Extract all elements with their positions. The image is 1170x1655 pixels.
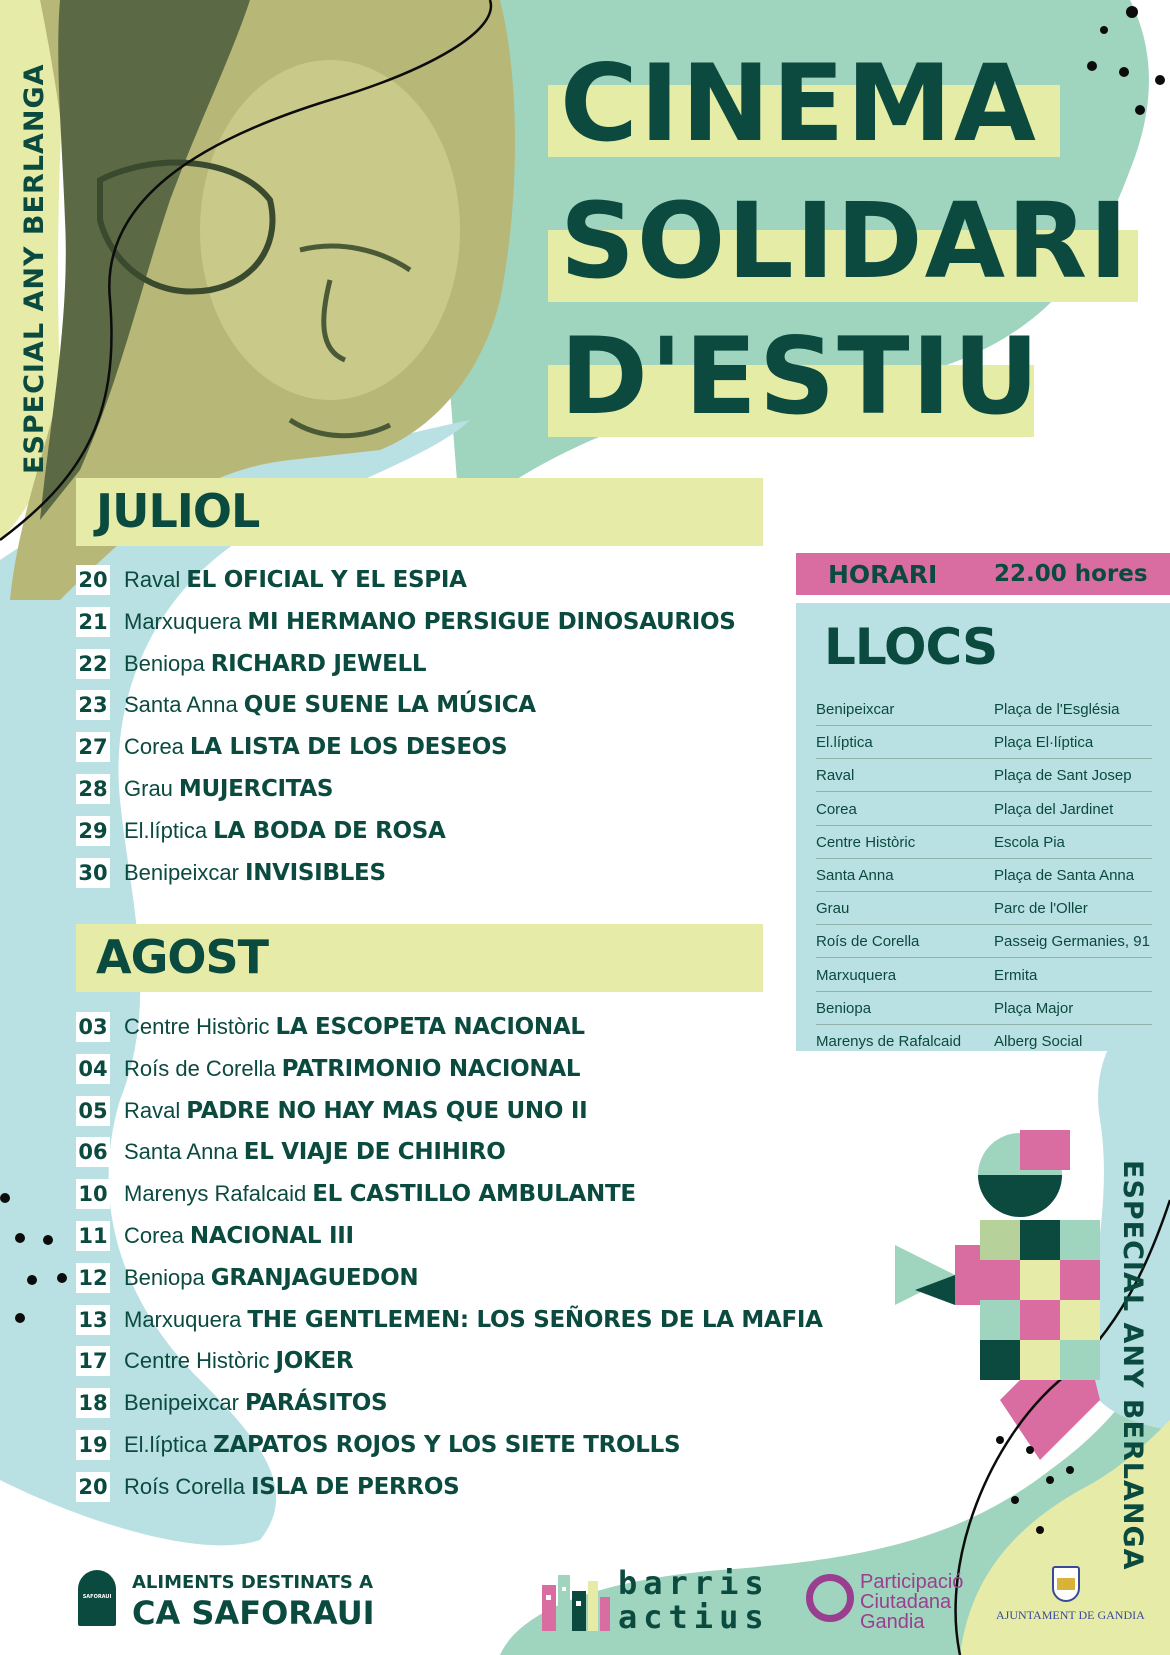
film-place: Benipeixcar: [124, 859, 239, 885]
saforaui-logo: [78, 1570, 116, 1626]
participacio-line-1: Participació: [860, 1571, 964, 1593]
film-day: 11: [76, 1221, 110, 1251]
schedule-label: HORARI: [828, 560, 938, 589]
film-row: [76, 1470, 459, 1504]
side-label-right: ESPECIAL ANY BERLANGA: [1117, 1160, 1148, 1571]
film-place: Corea: [124, 1223, 184, 1248]
venue-row: [816, 1025, 1152, 1057]
schedule-time: 22.00 hores: [994, 561, 1148, 587]
venue-place: Plaça del Jardinet: [994, 800, 1114, 818]
venue-neighborhood: Benipeixcar: [816, 701, 895, 718]
venue-row: [816, 793, 1152, 826]
film-row: [76, 647, 426, 681]
film-title: THE GENTLEMEN: LOS SEÑORES DE LA MAFIA: [247, 1306, 823, 1333]
film-day: 27: [76, 732, 110, 762]
film-title: QUE SUENE LA MÚSICA: [243, 692, 536, 719]
film-place: Marxuquera: [124, 608, 242, 634]
ajuntament-label: AJUNTAMENT DE GANDIA: [996, 1608, 1145, 1622]
venue-row: [816, 826, 1152, 859]
film-row: [76, 605, 736, 639]
film-row: [76, 1386, 387, 1420]
venue-neighborhood: Corea: [816, 800, 857, 818]
film-place: Benipeixcar: [124, 1390, 239, 1416]
venue-place: Escola Pia: [994, 833, 1065, 851]
venue-row: [816, 892, 1152, 925]
film-title: INVISIBLES: [244, 859, 386, 886]
film-title: PADRE NO HAY MAS QUE UNO II: [186, 1097, 588, 1124]
venue-row: [816, 759, 1152, 792]
film-day: 03: [76, 1012, 110, 1042]
film-row: [76, 1344, 353, 1378]
film-place: Marxuquera: [124, 1306, 242, 1332]
film-row: [76, 563, 467, 597]
film-title: EL VIAJE DE CHIHIRO: [243, 1139, 506, 1166]
film-title: RICHARD JEWELL: [210, 650, 427, 677]
food-line-2: CA SAFORAUI: [132, 1594, 375, 1632]
film-place: Roís de Corella: [124, 1055, 276, 1081]
film-title: LA LISTA DE LOS DESEOS: [189, 734, 508, 761]
film-title: LA BODA DE ROSA: [213, 817, 446, 844]
film-title: EL OFICIAL Y EL ESPIA: [186, 567, 467, 593]
venue-neighborhood: El.líptica: [816, 734, 873, 752]
venue-neighborhood: Raval: [816, 767, 855, 785]
film-day: 12: [76, 1263, 110, 1293]
venue-place: Plaça El·líptica: [994, 734, 1094, 752]
film-title: GRANJAGUEDON: [210, 1264, 419, 1291]
film-row: [76, 772, 333, 806]
film-row: [76, 1428, 680, 1462]
film-title: MI HERMANO PERSIGUE DINOSAURIOS: [247, 608, 736, 635]
film-row: [76, 1261, 418, 1295]
participacio-line-2: Ciutadana: [860, 1591, 952, 1613]
film-day: 21: [76, 607, 110, 637]
venue-neighborhood: Centre Històric: [816, 833, 916, 851]
film-day: 30: [76, 858, 110, 888]
venue-place: Plaça Major: [994, 999, 1074, 1017]
film-title: ISLA DE PERROS: [251, 1473, 460, 1500]
venue-neighborhood: Santa Anna: [816, 867, 894, 884]
film-row: [76, 1219, 354, 1253]
film-day: 23: [76, 690, 110, 720]
film-row: [76, 730, 507, 764]
film-place: Marenys Rafalcaid: [124, 1181, 307, 1207]
film-row: [76, 1094, 587, 1128]
film-place: Raval: [124, 1097, 181, 1123]
venue-neighborhood: Marxuquera: [816, 966, 897, 984]
july-label: JULIOL: [96, 484, 260, 538]
venue-neighborhood: Grau: [816, 900, 850, 918]
ajuntament-crest: [1052, 1566, 1080, 1602]
film-place: Santa Anna: [124, 692, 238, 718]
venue-row: [816, 925, 1152, 958]
film-title: ZAPATOS ROJOS Y LOS SIETE TROLLS: [213, 1432, 681, 1458]
venue-place: Alberg Social: [994, 1033, 1083, 1050]
film-place: Beniopa: [124, 650, 205, 676]
barris-line-1: barris: [618, 1564, 770, 1602]
film-day: 29: [76, 816, 110, 846]
film-title: MUJERCITAS: [178, 776, 334, 802]
participacio-line-3: Gandia: [860, 1611, 925, 1633]
film-title: LA ESCOPETA NACIONAL: [275, 1014, 585, 1040]
film-place: El.líptica: [124, 1432, 208, 1457]
venue-row: [816, 726, 1152, 759]
venue-neighborhood: Beniopa: [816, 999, 872, 1017]
film-place: Santa Anna: [124, 1139, 238, 1165]
title-line-2: SOLIDARI: [560, 180, 1130, 302]
film-day: 13: [76, 1305, 110, 1335]
film-row: [76, 1135, 505, 1169]
venue-neighborhood: Roís de Corella: [816, 933, 920, 951]
venue-neighborhood: Marenys de Rafalcaid: [816, 1033, 962, 1050]
venue-row: [816, 693, 1152, 726]
film-place: Corea: [124, 734, 184, 760]
film-day: 28: [76, 774, 110, 804]
title-line-1: CINEMA: [560, 42, 1038, 165]
film-row: [76, 1010, 585, 1044]
camera-mosaic: [895, 1130, 1100, 1380]
film-day: 20: [76, 1472, 110, 1502]
film-place: Centre Històric: [124, 1348, 270, 1374]
film-day: 17: [76, 1346, 110, 1376]
film-row: [76, 814, 446, 848]
venue-place: Plaça de Sant Josep: [994, 767, 1132, 785]
film-place: Grau: [124, 776, 173, 801]
venue-row: [816, 959, 1152, 992]
film-day: 05: [76, 1096, 110, 1126]
film-day: 06: [76, 1137, 110, 1167]
august-label: AGOST: [96, 930, 268, 984]
film-title: PARÁSITOS: [244, 1390, 388, 1417]
film-place: El.líptica: [124, 817, 208, 843]
participacio-icon: [806, 1574, 854, 1622]
saforaui-logo-text: SAFORAUI: [82, 1594, 112, 1600]
film-title: NACIONAL III: [189, 1223, 354, 1249]
film-row: [76, 856, 386, 890]
venue-place: Plaça de Santa Anna: [994, 867, 1135, 884]
film-day: 20: [76, 565, 110, 595]
barris-line-2: actius: [618, 1598, 770, 1636]
film-row: [76, 1052, 580, 1086]
film-place: Roís Corella: [124, 1473, 246, 1499]
film-place: Centre Històric: [124, 1014, 270, 1039]
venue-row: [816, 859, 1152, 892]
venue-place: Passeig Germanies, 91: [994, 933, 1150, 951]
film-day: 10: [76, 1179, 110, 1209]
film-title: JOKER: [275, 1348, 354, 1375]
film-row: [76, 1177, 636, 1211]
venue-row: [816, 992, 1152, 1025]
venues-label: LLOCS: [824, 618, 998, 676]
film-title: EL CASTILLO AMBULANTE: [312, 1181, 636, 1208]
food-line-1: ALIMENTS DESTINATS A: [132, 1572, 374, 1593]
film-title: PATRIMONIO NACIONAL: [281, 1055, 581, 1082]
film-place: Raval: [124, 567, 181, 592]
barris-actius-icon: [540, 1567, 612, 1633]
title-line-3: D'ESTIU: [560, 315, 1042, 438]
film-day: 22: [76, 649, 110, 679]
crest-band: [1057, 1578, 1075, 1590]
venue-place: Ermita: [994, 966, 1038, 984]
film-day: 18: [76, 1388, 110, 1418]
film-row: [76, 1303, 823, 1337]
venue-place: Plaça de l'Església: [994, 701, 1120, 718]
film-day: 19: [76, 1430, 110, 1460]
venue-place: Parc de l'Oller: [994, 900, 1088, 918]
film-row: [76, 688, 536, 722]
film-place: Beniopa: [124, 1264, 205, 1290]
side-label-left: ESPECIAL ANY BERLANGA: [19, 63, 50, 474]
film-day: 04: [76, 1054, 110, 1084]
